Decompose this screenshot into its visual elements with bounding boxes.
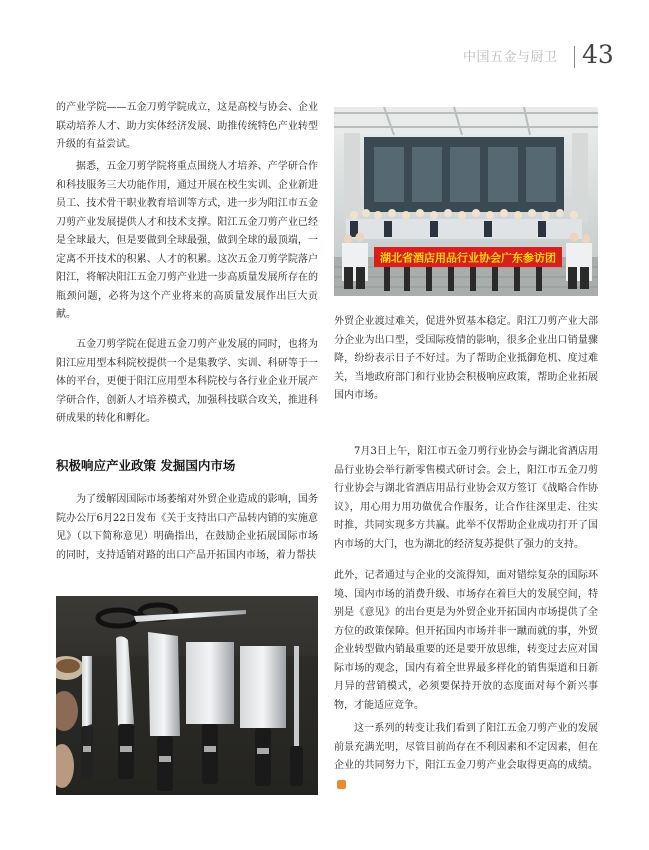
magazine-brand: 中国五金与厨卫 bbox=[463, 50, 558, 65]
end-of-article-icon: E bbox=[337, 780, 346, 789]
paragraph-seminar: 7月3日上午，阳江市五金刀剪行业协会与湖北省酒店用品行业协会举行新零售模式研讨会。会上，阳江市五金刀剪行业协会与湖北省酒店用品行业协会双方签订《战略合作协议》，用心用力用功做优合作服务，让合作往深里走、往实时推，共同实现多方共赢。此举不仅帮助企业成功打开了国内市场的大门，也为湖北的经济复苏提供了强力的支持。 bbox=[334, 446, 598, 550]
paragraph-intro-continued: 的产业学院——五金刀剪学院成立，这是高校与协会、企业联动培养人才、助力实体经济发展、助推传统特色产业转型升级的有益尝试。 bbox=[56, 102, 318, 150]
knife-set-photo bbox=[56, 596, 318, 795]
banner-text: 湖北省酒店用品行业协会广东参访团 bbox=[380, 251, 556, 265]
group-photo bbox=[334, 107, 598, 296]
paragraph-export-impact: 外贸企业渡过难关，促进外贸基本稳定。阳江刀剪产业大部分企业为出口型，受国际疫情的影响，很多企业出口销量骤降，纷纷表示日子不好过。为了帮助企业抵御危机、度过难关，当地政府部门和行业协会积极响应政策，帮助企业拓展国内市场。 bbox=[334, 316, 598, 401]
header-divider bbox=[574, 46, 575, 68]
paragraph-policy: 为了缓解因国际市场萎缩对外贸企业造成的影响，国务院办公厅6月22日发布《关于支持出口产品转内销的实施意见》（以下简称意见）明确指出，在鼓励企业拓展国际市场的同时，支持适销对路的出口产品开拓国内市场，着力帮扶 bbox=[56, 494, 318, 561]
paragraph-college-platform: 五金刀剪学院在促进五金刀剪产业发展的同时，也将为阳江应用型本科院校提供一个是集教学、实训、科研等于一体的平台，更便于阳江应用型本科院校与各行业企业开展产学研合作，创新人才培养模式，加强科技联合攻关，推进科研成果的转化和孵化。 bbox=[56, 339, 318, 424]
page-number: 43 bbox=[582, 40, 614, 69]
paragraph-conclusion bbox=[334, 720, 598, 794]
conclusion-text: 这一系列的转变让我们看到了阳江五金刀剪产业的发展前景充满光明，尽管目前尚存在不利因素和不定因素，但在企业的共同努力下，阳江五金刀剪产业会取得更高的成绩。 bbox=[334, 723, 598, 771]
section-heading: 积极响应产业政策 发掘国内市场 bbox=[56, 458, 236, 473]
paragraph-college-focus: 据悉，五金刀剪学院将重点围绕人才培养、产学研合作和科技服务三大功能作用，通过开展在校生实训、企业新进员工、技术骨干职业教育培训等方式，进一步为阳江市五金刀剪产业发展提供人才和技术支撑。阳江五金刀剪产业已经是全球最大，但是要做到全球最强，做到全球的最顶端，一定离不开技术的积累、人才的积累。这次五金刀剪学院落户阳江，将解决阳江五金刀剪产业进一步高质量发展所存在的瓶颈问题，必将为这个产业将来的高质量发展作出巨大贡献。 bbox=[56, 161, 318, 320]
paragraph-analysis: 此外，记者通过与企业的交流得知，面对错综复杂的国际环境、国内市场的消费升级、市场存在着巨大的发展空间，特别是《意见》的出台更是为外贸企业开拓国内市场提供了全方位的政策保障。但开拓国内市场并非一蹴而就的事，外贸企业转型做内销最重要的还是要开放思维，转变过去应对国际市场的观念，国内有着全世界最多样化的销售渠道和日新月异的营销模式，必须要保持开放的态度面对每个新兴事物，才能适应竞争。 bbox=[334, 570, 598, 711]
